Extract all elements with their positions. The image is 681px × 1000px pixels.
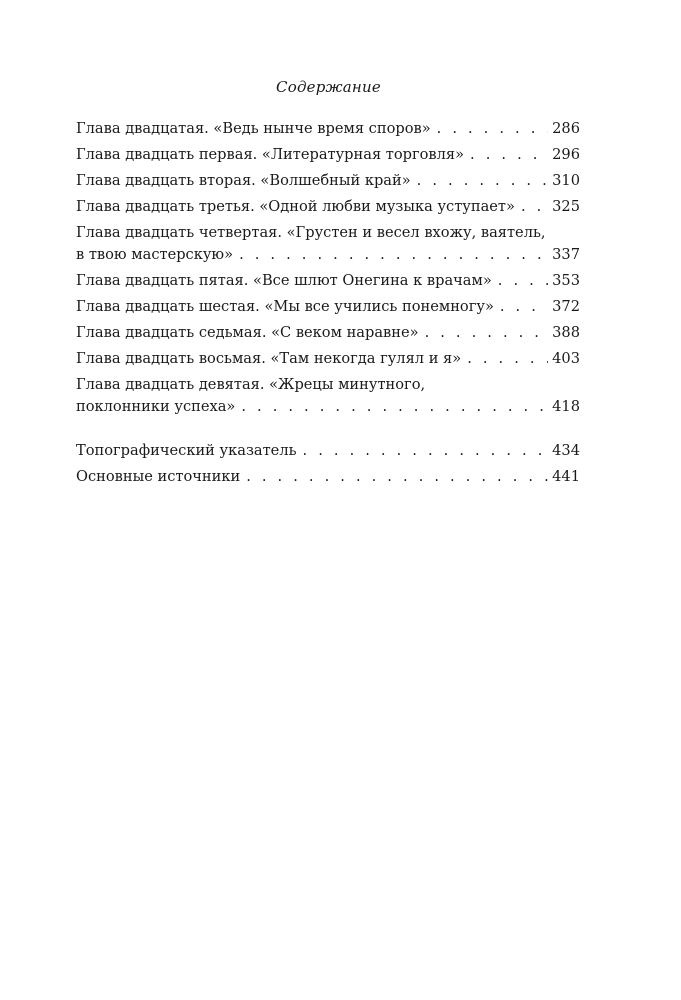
- toc-entry-page: 418: [552, 398, 580, 415]
- toc-entry-page: 403: [552, 350, 580, 367]
- dot-leader: [467, 348, 548, 370]
- dot-leader: [500, 296, 548, 318]
- toc-entry-title: Глава двадцать пятая. «Все шлют Онегина к врачам»: [76, 272, 492, 289]
- toc-entry-page: 353: [552, 272, 580, 289]
- toc-list: [76, 118, 580, 492]
- toc-entry: [76, 170, 580, 192]
- toc-entry: [76, 144, 580, 166]
- dot-leader: [241, 396, 548, 418]
- toc-entry: [76, 222, 580, 266]
- toc-entry-title: Основные источники: [76, 468, 241, 485]
- toc-entry: [76, 374, 580, 418]
- toc-entry-page: 296: [552, 146, 580, 163]
- toc-entry-title: Глава двадцать шестая. «Мы все учились понемногу»: [76, 298, 494, 315]
- toc-entry: [76, 196, 580, 218]
- toc-entry-title: Глава двадцать первая. «Литературная торговля»: [76, 146, 465, 163]
- dot-leader: [470, 144, 548, 166]
- toc-entry-title: Глава двадцать восьмая. «Там некогда гулял и я»: [76, 350, 462, 367]
- toc-entry-title: Глава двадцать четвертая. «Грустен и весел вхожу, ваятель,: [76, 224, 546, 241]
- toc-entry: [76, 466, 580, 488]
- toc-entry-page: 337: [552, 246, 580, 263]
- toc-entry-title: Глава двадцатая. «Ведь нынче время споров»: [76, 120, 431, 137]
- toc-entry: [76, 118, 580, 140]
- dot-leader: [417, 170, 548, 192]
- toc-entry-page: 310: [552, 172, 580, 189]
- toc-title: Содержание: [276, 78, 381, 96]
- dot-leader: [521, 196, 548, 218]
- toc-entry-page: 286: [552, 120, 580, 137]
- dot-leader: [425, 322, 548, 344]
- toc-entry: [76, 322, 580, 344]
- toc-entry-page: 441: [552, 468, 580, 485]
- dot-leader: [498, 270, 548, 292]
- toc-entry-page: 372: [552, 298, 580, 315]
- dot-leader: [437, 118, 548, 140]
- toc-entry-title-continued: в твою мастерскую»: [76, 246, 234, 263]
- toc-entry-title: Глава двадцать девятая. «Жрецы минутного,: [76, 376, 426, 393]
- toc-entry-title: Топографический указатель: [76, 442, 297, 459]
- toc-entry: [76, 348, 580, 370]
- dot-leader: [239, 244, 548, 266]
- toc-entry-title: Глава двадцать седьмая. «С веком наравне»: [76, 324, 419, 341]
- dot-leader: [246, 466, 548, 488]
- toc-entry-page: 434: [552, 442, 580, 459]
- toc-entry-title: Глава двадцать третья. «Одной любви музыка уступает»: [76, 198, 515, 215]
- toc-entry: [76, 440, 580, 462]
- dot-leader: [303, 440, 548, 462]
- toc-entry-title: Глава двадцать вторая. «Волшебный край»: [76, 172, 411, 189]
- toc-entry-title-continued: поклонники успеха»: [76, 398, 236, 415]
- toc-entry: [76, 270, 580, 292]
- toc-entry: [76, 296, 580, 318]
- toc-entry-page: 388: [552, 324, 580, 341]
- toc-entry-page: 325: [552, 198, 580, 215]
